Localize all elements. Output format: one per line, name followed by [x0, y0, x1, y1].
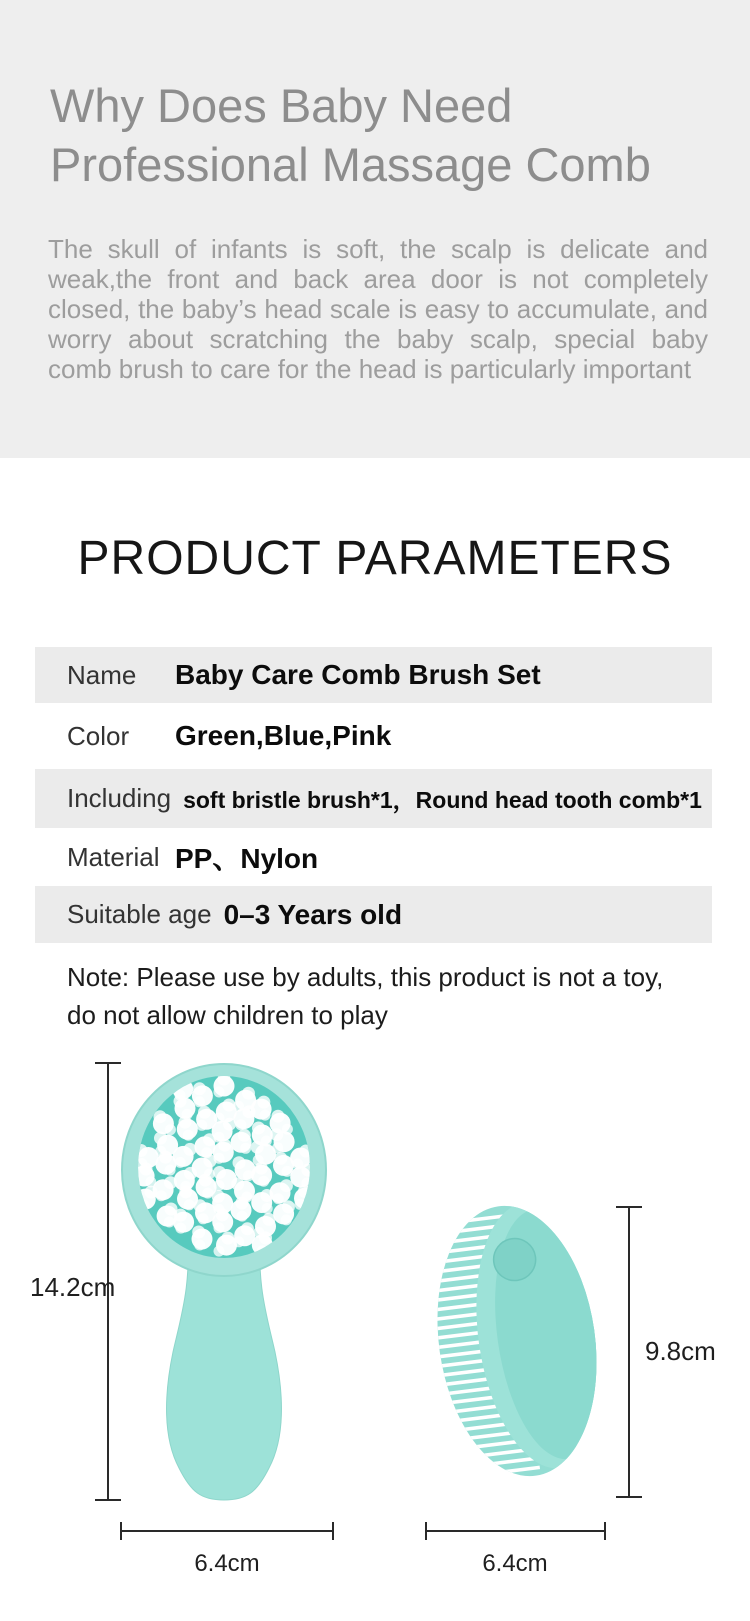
row-value: Baby Care Comb Brush Set [175, 659, 541, 690]
comb-width-measure [426, 1522, 605, 1540]
comb-height-measure [616, 1207, 642, 1497]
comb-height-label: 9.8cm [645, 1336, 716, 1366]
comb-illustration [415, 1194, 625, 1488]
row-value: Green,Blue,Pink [175, 720, 392, 751]
hero-description: The skull of infants is soft, the scalp is delicate and weak,the front and back area door is not completely closed, the baby’s head scale is easy to accumulate, and worry about scratching the baby scalp, special baby comb brush to care for the head is particularly important [48, 234, 708, 384]
hero-title-line-2: Professional Massage Comb [50, 138, 651, 191]
brush-width-measure [121, 1522, 333, 1540]
note-line-1: Note: Please use by adults, this product is not a toy, [67, 962, 664, 992]
row-value: PP、Nylon [175, 843, 319, 874]
row-label: Suitable age [67, 899, 212, 929]
row-value: soft bristle brush*1，Round head tooth comb*1 [183, 787, 702, 813]
row-label: Including [67, 783, 172, 813]
brush-width-label: 6.4cm [194, 1550, 260, 1577]
row-label: Material [67, 841, 160, 872]
brush-height-label: 14.2cm [30, 1272, 116, 1302]
hero-title-line-1: Why Does Baby Need [50, 79, 513, 132]
comb-width-label: 6.4cm [482, 1550, 548, 1577]
row-value: 0–3 Years old [223, 898, 403, 930]
brush-illustration [122, 1064, 326, 1500]
row-label: Color [67, 720, 130, 751]
section-title: PRODUCT PARAMETERS [77, 532, 673, 585]
note-line-2: do not allow children to play [67, 1000, 388, 1030]
row-label: Name [67, 659, 137, 690]
